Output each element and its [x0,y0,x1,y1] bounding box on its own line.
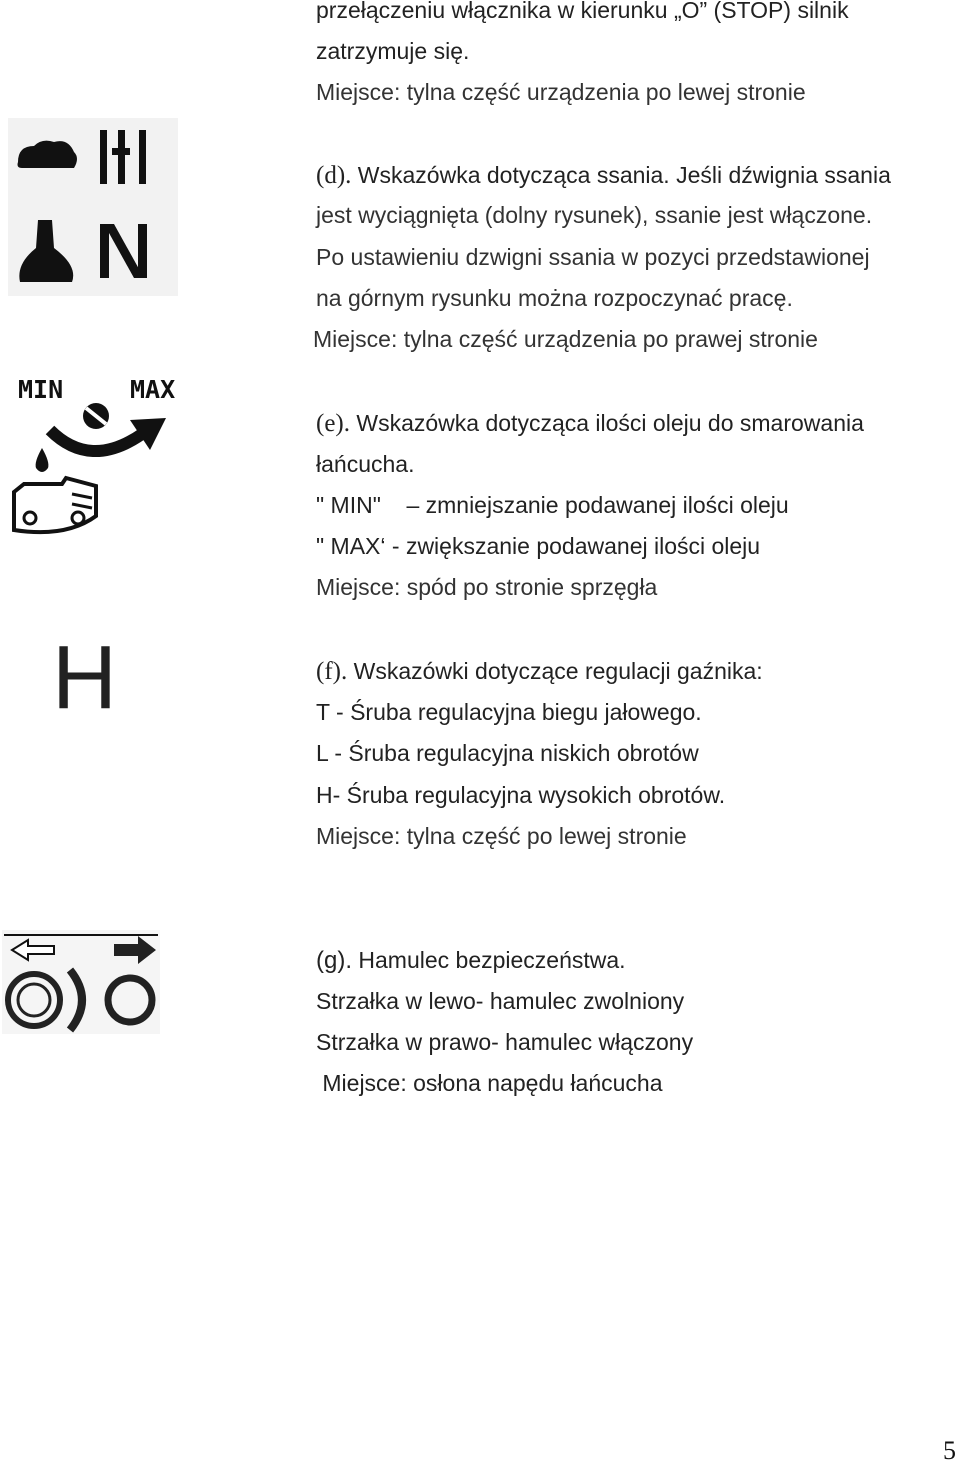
section-e-heading [316,408,864,439]
section-e-location: Miejsce: spód po stronie sprzęgła [316,574,658,600]
section-f-location: Miejsce: tylna część po lewej stronie [316,823,687,849]
oil-pump-icon [6,370,182,550]
section-d-line-3: Po ustawieniu dzwigni ssania w pozyci przedstawionej [316,244,870,270]
section-g-heading [316,945,626,976]
section-f-line-l: L - Śruba regulacyjna niskich obrotów [316,740,699,766]
section-d-location: Miejsce: tylna część urządzenia po prawej stronie [313,326,818,352]
intro-line-2: zatrzymuje się. [316,38,470,64]
section-d-heading [316,160,891,191]
section-e-max-line: " MAX‘ - zwiększanie podawanej ilości oleju [316,533,761,559]
section-d-title: Wskazówka dotycząca ssania. Jeśli dźwignia ssania [351,162,891,188]
oil-pump-min-label: MIN [18,375,64,404]
chain-brake-icon [2,930,160,1034]
section-e-title: Wskazówka dotycząca ilości oleju do smarowania [350,410,864,436]
section-d-marker: (d). [316,162,352,189]
section-f-marker: (f). [316,658,348,685]
page-number: 5 [943,1436,956,1465]
carburetor-h-icon: H [52,628,117,728]
section-d-line-4: na górnym rysunku można rozpoczynać pracę. [316,285,793,311]
section-g-line-right: Strzałka w prawo- hamulec włączony [316,1029,694,1055]
section-f-heading [316,656,763,687]
section-f-title: Wskazówki dotyczące regulacji gaźnika: [347,658,763,684]
section-g-title: Hamulec bezpieczeństwa. [352,947,626,973]
section-e-marker: (e). [316,410,350,437]
intro-location: Miejsce: tylna część urządzenia po lewej stronie [316,79,806,105]
oil-pump-max-label: MAX [130,375,176,404]
section-e-line-2: łańcucha. [316,451,415,477]
section-f-line-t: T - Śruba regulacyjna biegu jałowego. [316,699,702,725]
section-f-line-h: H- Śruba regulacyjna wysokich obrotów. [316,782,726,808]
intro-line-1: przełączeniu włącznika w kierunku „O” (STOP) silnik [316,0,849,23]
section-e-min-line: " MIN" – zmniejszanie podawanej ilości oleju [316,492,789,518]
section-g-line-left: Strzałka w lewo- hamulec zwolniony [316,988,685,1014]
section-d-line-2: jest wyciągnięta (dolny rysunek), ssanie jest włączone. [316,202,873,228]
choke-icon [8,118,178,296]
section-g-marker: (g). [316,947,352,974]
section-g-location: Miejsce: osłona napędu łańcucha [316,1070,663,1096]
